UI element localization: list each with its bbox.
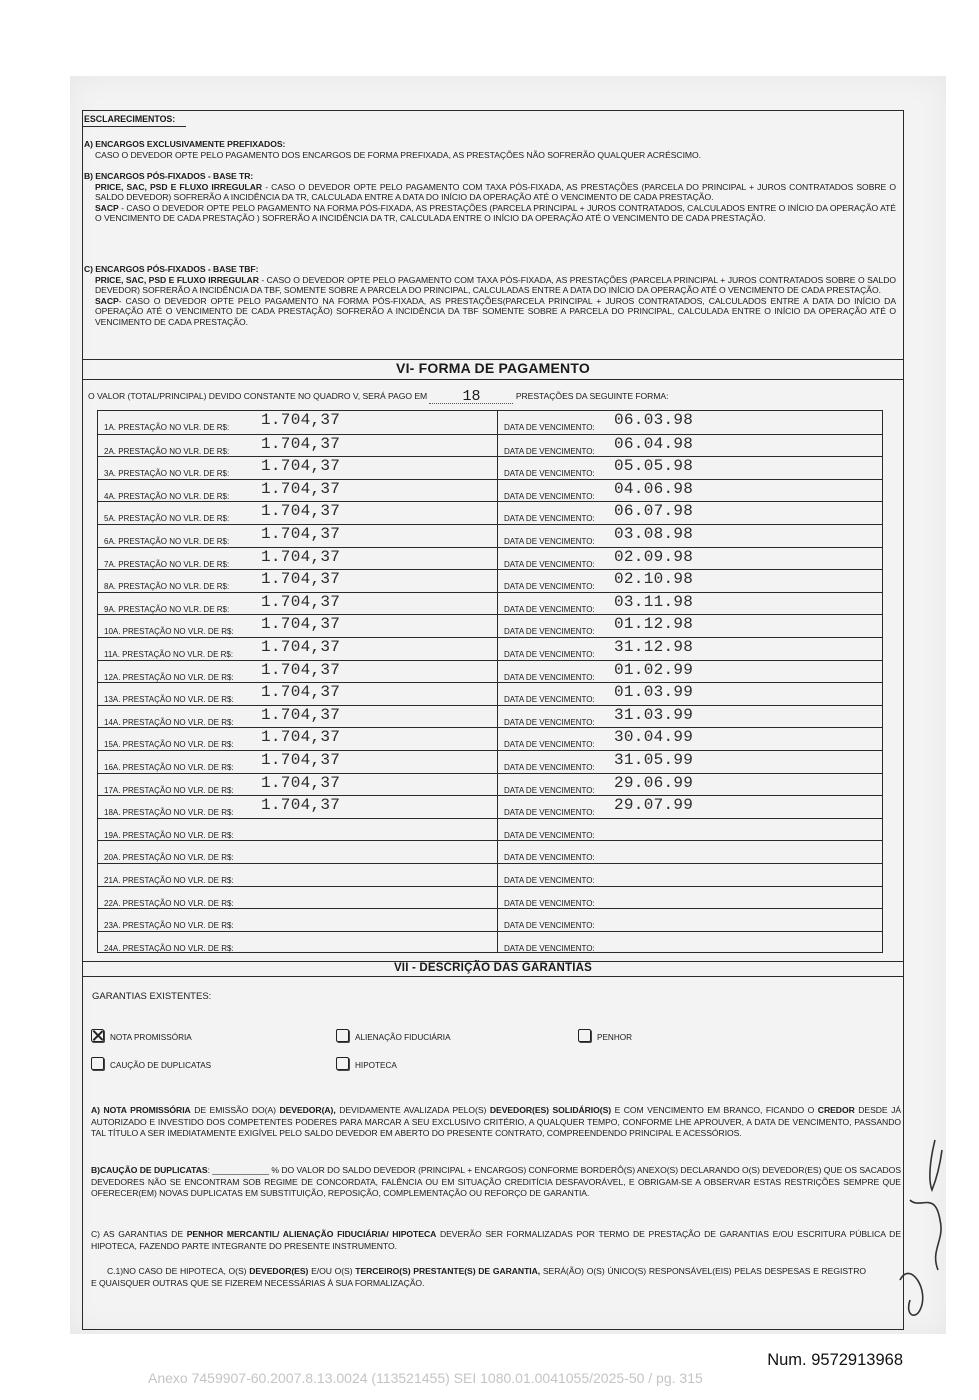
table-row <box>98 456 882 479</box>
pagamento-intro: O VALOR (TOTAL/PRINCIPAL) DEVIDO CONSTANTE NO QUADRO V, SERÁ PAGO EM 18 PRESTAÇÕES DA SEGUINTE FORMA: <box>88 388 669 405</box>
option-penhor[interactable]: PENHOR <box>578 1029 632 1042</box>
table-row <box>98 863 882 886</box>
garantia-c: C) AS GARANTIAS DE PENHOR MERCANTIL/ ALIENAÇÃO FIDUCIÁRIA/ HIPOTECA DEVERÃO SER FORMALIZADAS POR TERMO DE PRESTAÇÃO DE GARANTIAS E/OU ESCRITURA PÚBLICA DE HIPOTECA, FAZENDO PARTE INTEGRANTE DO PRESENTE INSTRUMENTO. <box>91 1229 901 1251</box>
section-b-price: PRICE, SAC, PSD E FLUXO IRREGULAR - CASO O DEVEDOR OPTE PELO PAGAMENTO COM TAXA PÓS-FIXADA, AS PRESTAÇÕES (PARCELA DO PRINCIPAL + JUROS CONTRATADOS SOBRE O SALDO DEVEDOR) SOFRERÃO A INCIDÊNCIA DA TR, CALCULADA ENTRE A DATA DO INÍCIO DA OPERAÇÃO ATÉ O VENCIMENTO DE CADA PRESTAÇÃO. <box>95 181 896 203</box>
due-date-label: DATA DE VENCIMENTO: <box>504 672 595 682</box>
installment-label: 2A. PRESTAÇÃO NO VLR. DE R$: <box>104 446 230 456</box>
document-reference: Anexo 7459907-60.2007.8.13.0024 (113521455) SEI 1080.01.0041055/2025-50 / pg. 315 <box>148 1370 703 1386</box>
installment-label: 14A. PRESTAÇÃO NO VLR. DE R$: <box>104 717 234 727</box>
installment-value: 1.704,37 <box>261 660 341 679</box>
installment-label: 13A. PRESTAÇÃO NO VLR. DE R$: <box>104 695 234 705</box>
title-underline <box>82 126 186 127</box>
table-row <box>98 637 882 660</box>
prestacoes-table <box>97 410 883 953</box>
installment-value: 1.704,37 <box>261 547 341 566</box>
installment-value: 1.704,37 <box>261 638 341 656</box>
due-date-value: 31.03.99 <box>614 705 694 724</box>
installment-value: 1.704,37 <box>261 525 341 543</box>
installment-label: 17A. PRESTAÇÃO NO VLR. DE R$: <box>104 785 234 795</box>
due-date-value: 29.06.99 <box>614 773 694 792</box>
table-row <box>98 411 882 434</box>
table-row <box>98 524 882 547</box>
option-hipoteca[interactable]: HIPOTECA <box>336 1057 397 1070</box>
signature-scribble <box>890 1130 950 1330</box>
due-date-label: DATA DE VENCIMENTO: <box>504 853 595 863</box>
checkbox-icon[interactable] <box>336 1029 349 1042</box>
due-date-label: DATA DE VENCIMENTO: <box>504 898 595 908</box>
checkbox-icon[interactable] <box>336 1057 349 1070</box>
installment-label: 16A. PRESTAÇÃO NO VLR. DE R$: <box>104 763 234 772</box>
installment-value: 1.704,37 <box>261 592 341 611</box>
due-date-label: DATA DE VENCIMENTO: <box>504 469 595 479</box>
table-row <box>98 727 882 750</box>
section-a-title: A) ENCARGOS EXCLUSIVAMENTE PREFIXADOS: <box>84 139 286 149</box>
option-caucao-duplicatas[interactable]: CAUÇÃO DE DUPLICATAS <box>91 1057 211 1070</box>
option-alienacao-fiduciaria[interactable]: ALIENAÇÃO FIDUCIÁRIA <box>336 1029 451 1042</box>
due-date-value: 01.12.98 <box>614 615 694 634</box>
installment-label: 5A. PRESTAÇÃO NO VLR. DE R$: <box>104 514 230 524</box>
table-row <box>98 750 882 773</box>
checkbox-icon[interactable] <box>91 1057 104 1070</box>
table-row <box>98 886 882 909</box>
installment-label: 7A. PRESTAÇÃO NO VLR. DE R$: <box>104 559 230 569</box>
installment-label: 18A. PRESTAÇÃO NO VLR. DE R$: <box>104 808 234 818</box>
installment-label: 6A. PRESTAÇÃO NO VLR. DE R$: <box>104 537 230 546</box>
due-date-value: 04.06.98 <box>614 479 694 498</box>
installment-label: 9A. PRESTAÇÃO NO VLR. DE R$: <box>104 604 230 614</box>
table-row <box>98 501 882 524</box>
garantia-c1: C.1)NO CASO DE HIPOTECA, O(S) DEVEDOR(ES) E/OU O(S) TERCEIRO(S) PRESTANTE(S) DE GARANTIA, SERÁ(ÃO) O(S) ÚNICO(S) RESPONSÁVEL(EIS) PELAS DESPESAS E REGISTRO E QUAISQUER OUTRAS QUE SE FIZEREM NECESSÁRIAS À SUA FORMALIZAÇÃO. <box>91 1266 867 1288</box>
installment-value: 1.704,37 <box>261 773 341 792</box>
installment-label: 21A. PRESTAÇÃO NO VLR. DE R$: <box>104 876 234 885</box>
installment-label: 15A. PRESTAÇÃO NO VLR. DE R$: <box>104 740 234 750</box>
installment-label: 23A. PRESTAÇÃO NO VLR. DE R$: <box>104 921 234 931</box>
table-row <box>98 569 882 592</box>
section-c-price: PRICE, SAC, PSD E FLUXO IRREGULAR - CASO O DEVEDOR OPTE PELO PAGAMENTO COM TAXA PÓS-FIXADA, AS PRESTAÇÕES (PARCELA PRINCIPAL + JUROS CONTRATADOS SOBRE O SALDO DEVEDOR) SOFRERÃO A INCIDÊNCIA DA TBF, SOMENTE SOBRE A PARCELA DO PRINCIPAL, CALCULADAS ENTRE A DATA DO INÍCIO DA OPERAÇÃO ATÉ O VENCIMENTO DE CADA PRESTAÇÃO. <box>95 274 896 296</box>
installment-value: 1.704,37 <box>261 751 341 769</box>
due-date-value: 31.12.98 <box>614 638 694 656</box>
due-date-label: DATA DE VENCIMENTO: <box>504 446 595 456</box>
garantias-title: VII - DESCRIÇÃO DAS GARANTIAS <box>393 962 593 974</box>
section-b-title: B) ENCARGOS PÓS-FIXADOS - BASE TR: <box>84 171 254 181</box>
table-row <box>98 660 882 683</box>
due-date-label: DATA DE VENCIMENTO: <box>504 559 595 569</box>
installment-value: 1.704,37 <box>261 434 341 453</box>
installment-value: 1.704,37 <box>261 683 341 702</box>
installment-label: 8A. PRESTAÇÃO NO VLR. DE R$: <box>104 582 230 592</box>
due-date-value: 06.04.98 <box>614 434 694 453</box>
section-c-sacp: SACP- CASO O DEVEDOR OPTE PELO PAGAMENTO NA FORMA PÓS-FIXADA, AS PRESTAÇÕES(PARCELA PRINCIPAL + JUROS CONTRATADOS, CALCULADOS ENTRE A DATA DO INÍCIO DA OPERAÇÃO ATÉ O VENCIMENTO DE CADA PRESTAÇÃO) SOFRERÃO A INCIDÊNCIA DA TBF SOMENTE SOBRE A PARCELA DO PRINCIPAL, CALCULADA ENTRE O INÍCIO DA OPERAÇÃO ATÉ O VENCIMENTO DE CADA PRESTAÇÃO. <box>95 295 896 327</box>
due-date-label: DATA DE VENCIMENTO: <box>504 808 595 818</box>
due-date-label: DATA DE VENCIMENTO: <box>504 763 595 772</box>
section-b <box>84 171 896 224</box>
due-date-label: DATA DE VENCIMENTO: <box>504 423 595 432</box>
installment-value: 1.704,37 <box>261 570 341 589</box>
installment-label: 19A. PRESTAÇÃO NO VLR. DE R$: <box>104 830 234 840</box>
section-c <box>84 264 896 328</box>
installment-label: 10A. PRESTAÇÃO NO VLR. DE R$: <box>104 627 234 637</box>
due-date-label: DATA DE VENCIMENTO: <box>504 785 595 795</box>
due-date-label: DATA DE VENCIMENTO: <box>504 943 595 953</box>
installment-value: 1.704,37 <box>261 728 341 747</box>
installment-label: 20A. PRESTAÇÃO NO VLR. DE R$: <box>104 853 234 863</box>
section-c-title: C) ENCARGOS PÓS-FIXADOS - BASE TBF: <box>84 264 259 274</box>
option-nota-promissoria[interactable]: NOTA PROMISSÓRIA <box>91 1029 192 1042</box>
due-date-label: DATA DE VENCIMENTO: <box>504 627 595 637</box>
due-date-label: DATA DE VENCIMENTO: <box>504 582 595 592</box>
divider <box>82 379 904 380</box>
section-a <box>84 139 896 160</box>
installment-value: 1.704,37 <box>261 457 341 476</box>
pagamento-title: VI- FORMA DE PAGAMENTO <box>396 360 590 376</box>
installment-value: 1.704,37 <box>261 615 341 634</box>
divider <box>82 976 904 977</box>
table-row <box>98 434 882 457</box>
due-date-label: DATA DE VENCIMENTO: <box>504 604 595 614</box>
num-prestacoes: 18 <box>429 392 513 404</box>
table-row <box>98 818 882 841</box>
table-row <box>98 479 882 502</box>
table-row <box>98 931 882 954</box>
installment-label: 3A. PRESTAÇÃO NO VLR. DE R$: <box>104 469 230 479</box>
due-date-label: DATA DE VENCIMENTO: <box>504 740 595 750</box>
due-date-value: 03.11.98 <box>614 592 694 611</box>
due-date-value: 03.08.98 <box>614 525 694 543</box>
table-row <box>98 682 882 705</box>
due-date-label: DATA DE VENCIMENTO: <box>504 514 595 524</box>
table-row <box>98 592 882 615</box>
installment-label: 1A. PRESTAÇÃO NO VLR. DE R$: <box>104 423 230 432</box>
due-date-value: 06.03.98 <box>614 411 694 429</box>
garantia-a: A) NOTA PROMISSÓRIA DE EMISSÃO DO(A) DEVEDOR(A), DEVIDAMENTE AVALIZADA PELO(S) DEVEDOR(ES) SOLIDÁRIO(S) E COM VENCIMENTO EM BRANCO, FICANDO O CREDOR DESDE JÁ AUTORIZADO E INVESTIDO DOS COMPETENTES PODERES PARA MARCAR A SEU EXCLUSIVO CRITÉRIO, A QUALQUER TEMPO, CONFORME LHE APROUVER, A DATA DE VENCIMENTO, PASSANDO TAL TÍTULO A SER IMEDIATAMENTE EXIGÍVEL PELO SALDO DEVEDOR EM ABERTO DO PRESENTE CONTRATO, COMPREENDENDO PRINCIPAL E ACESSÓRIOS. <box>91 1105 902 1139</box>
due-date-value: 01.03.99 <box>614 683 694 702</box>
section-a-text: CASO O DEVEDOR OPTE PELO PAGAMENTO DOS ENCARGOS DE FORMA PREFIXADA, AS PRESTAÇÕES NÃO SOFRERÃO QUALQUER ACRÉSCIMO. <box>95 149 702 160</box>
installment-value: 1.704,37 <box>261 411 341 429</box>
installment-label: 24A. PRESTAÇÃO NO VLR. DE R$: <box>104 943 234 953</box>
installment-label: 11A. PRESTAÇÃO NO VLR. DE R$: <box>104 650 234 659</box>
due-date-label: DATA DE VENCIMENTO: <box>504 921 595 931</box>
due-date-label: DATA DE VENCIMENTO: <box>504 537 595 546</box>
table-row <box>98 773 882 796</box>
due-date-label: DATA DE VENCIMENTO: <box>504 830 595 840</box>
installment-label: 12A. PRESTAÇÃO NO VLR. DE R$: <box>104 672 234 682</box>
due-date-label: DATA DE VENCIMENTO: <box>504 717 595 727</box>
due-date-value: 05.05.98 <box>614 457 694 476</box>
table-row <box>98 840 882 863</box>
installment-value: 1.704,37 <box>261 479 341 498</box>
section-b-sacp: SACP - CASO O DEVEDOR OPTE PELO PAGAMENTO NA FORMA PÓS-FIXADA, AS PRESTAÇÕES (PARCELA PRINCIPAL + JUROS CONTRATADOS, CALCULADOS ENTRE O INÍCIO DA OPERAÇÃO ATÉ O VENCIMENTO DE CADA PRESTAÇÃO ) SOFRERÃO A INCIDÊNCIA DA TR, CALCULADA ENTRE O INÍCIO DA OPERAÇÃO ATÉ O VENCIMENTO DE CADA PRESTAÇÃO. <box>95 202 896 224</box>
checkbox-icon[interactable] <box>578 1029 591 1042</box>
garantia-b: B)CAUÇÃO DE DUPLICATAS: ____________ % DO VALOR DO SALDO DEVEDOR (PRINCIPAL + ENCARGOS) CONFORME BORDERÔ(S) ANEXO(S) DECLARANDO O(S) DEVEDOR(ES) QUE OS SACADOS DEVEDORES NÃO SE ENCONTRAM SOB REGIME DE CONCORDATA, FALÊNCIA OU EM SITUAÇÃO CREDITÍCIA DESFAVORÁVEL, E OBRIGAM-SE A OBSERVAR ESTAS RESTRIÇÕES SEMPRE QUE OFERECER(EM) NOVAS DUPLICATAS EM SUBSTITUIÇÃO, REPOSIÇÃO, COMPLEMENTAÇÃO OU REFORÇO DE GARANTIA. <box>91 1165 901 1199</box>
table-row <box>98 908 882 931</box>
due-date-value: 02.10.98 <box>614 570 694 589</box>
due-date-value: 02.09.98 <box>614 547 694 566</box>
garantias-existentes-label: GARANTIAS EXISTENTES: <box>92 991 212 1002</box>
due-date-label: DATA DE VENCIMENTO: <box>504 695 595 705</box>
installment-label: 4A. PRESTAÇÃO NO VLR. DE R$: <box>104 491 230 501</box>
due-date-label: DATA DE VENCIMENTO: <box>504 491 595 501</box>
installment-label: 22A. PRESTAÇÃO NO VLR. DE R$: <box>104 898 234 908</box>
table-row <box>98 795 882 818</box>
document-number: Num. 9572913968 <box>767 1351 903 1369</box>
due-date-label: DATA DE VENCIMENTO: <box>504 650 595 659</box>
due-date-value: 06.07.98 <box>614 502 694 521</box>
table-row <box>98 705 882 728</box>
due-date-value: 01.02.99 <box>614 660 694 679</box>
due-date-value: 30.04.99 <box>614 728 694 747</box>
table-row <box>98 547 882 570</box>
installment-value: 1.704,37 <box>261 796 341 815</box>
checkbox-checked-icon[interactable] <box>91 1029 104 1042</box>
due-date-value: 31.05.99 <box>614 751 694 769</box>
due-date-value: 29.07.99 <box>614 796 694 815</box>
installment-value: 1.704,37 <box>261 502 341 521</box>
due-date-label: DATA DE VENCIMENTO: <box>504 876 595 885</box>
table-row <box>98 614 882 637</box>
installment-value: 1.704,37 <box>261 705 341 724</box>
esclarecimentos-title: ESCLARECIMENTOS: <box>84 114 176 124</box>
